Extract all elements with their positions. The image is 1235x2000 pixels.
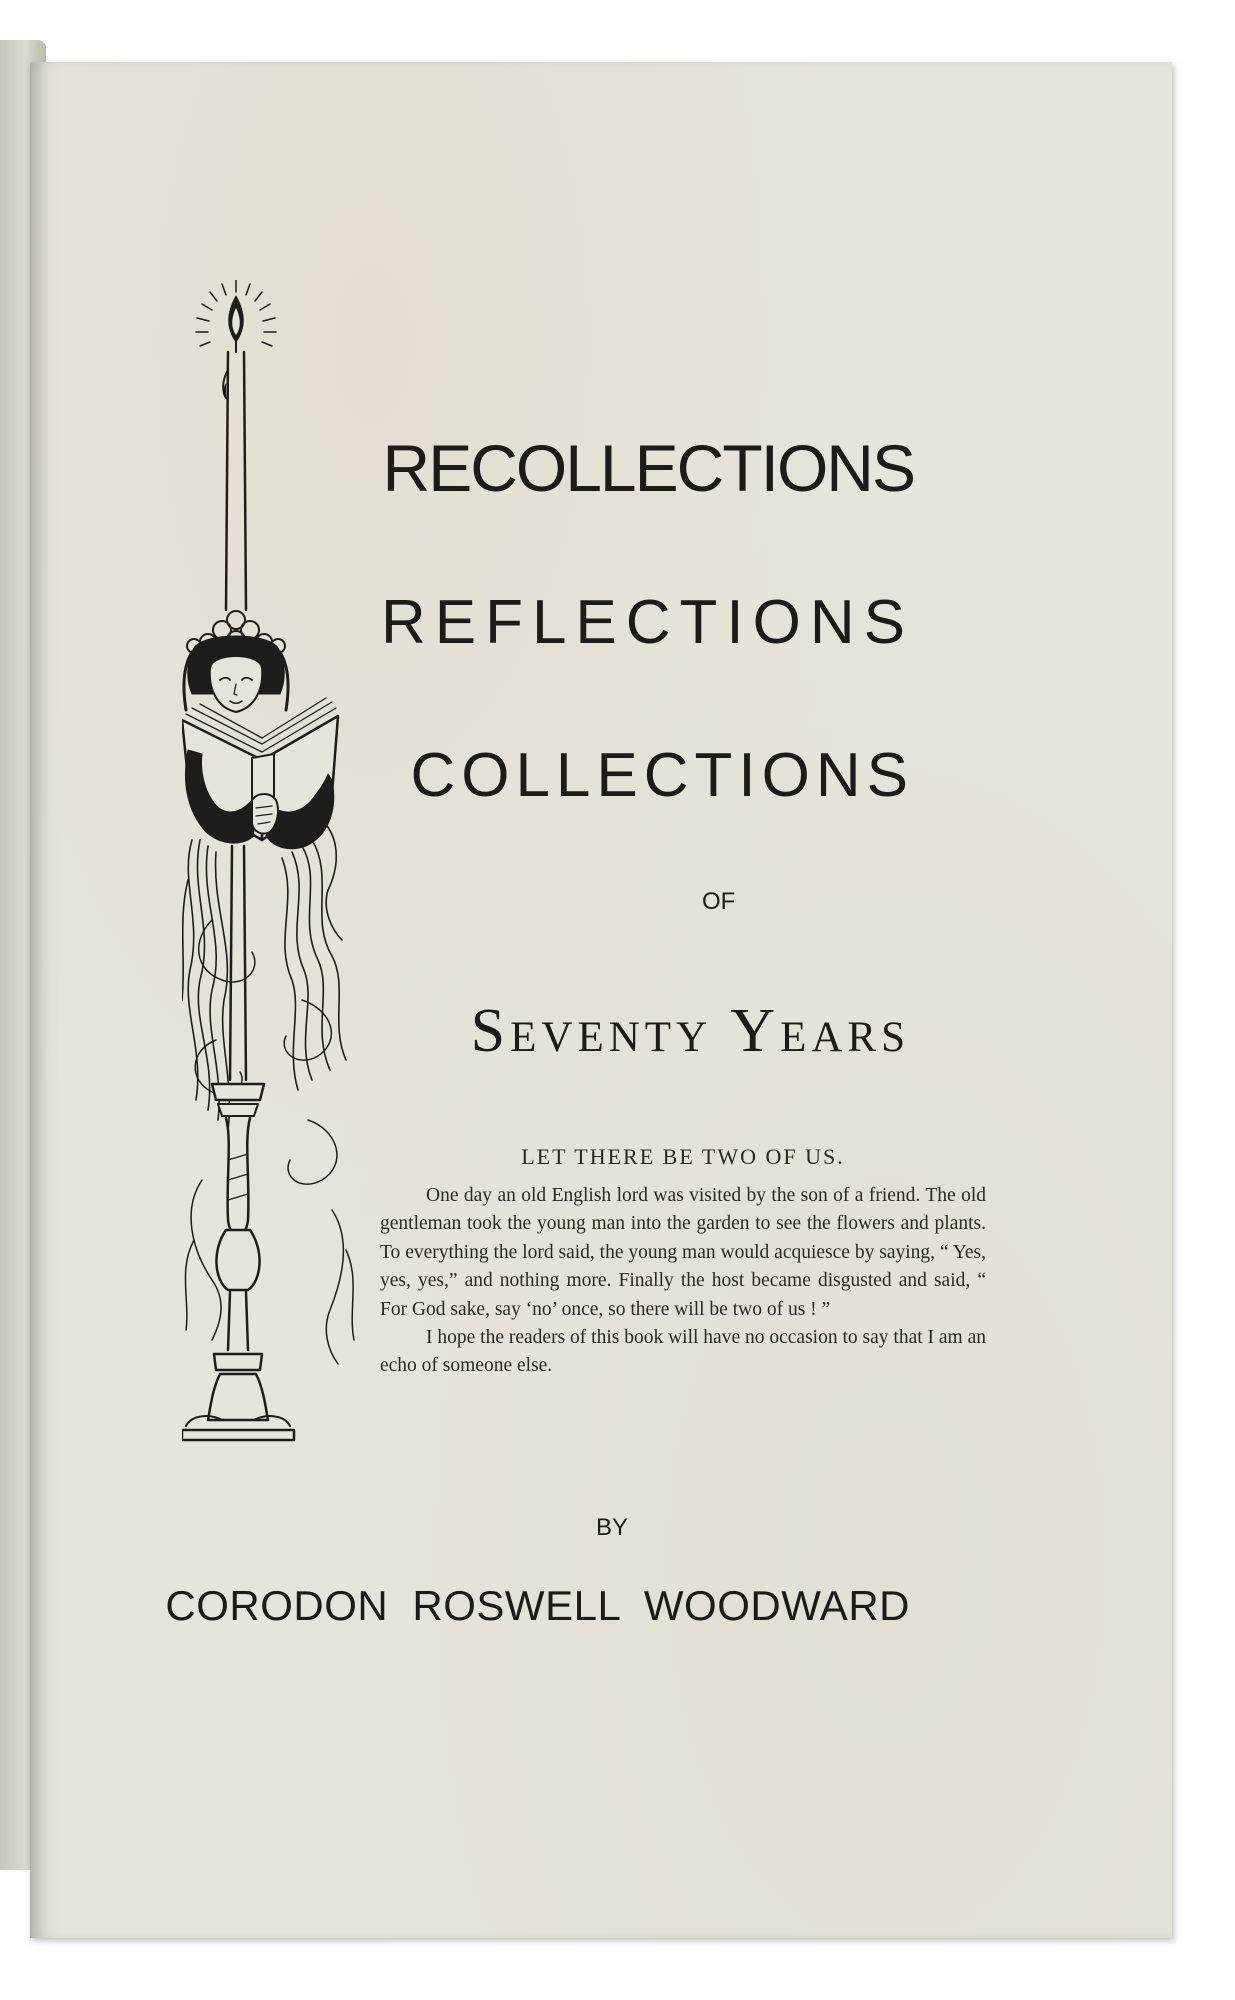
candle-reading-woman-icon xyxy=(182,280,362,1500)
title-seventy-years: Seventy Years xyxy=(470,997,910,1065)
anecdote-paragraph: One day an old English lord was visited by the son of a friend. The old gentleman took the young man into the garden to see the flowers and plants. To everything the lord said, the young man would acquiesce by saying, “ Yes, yes, yes,” and nothing more. Finally the host became disgusted and said, “ For God sake, say ‘no’ once, so there will be two of us ! ” xyxy=(380,1185,986,1320)
title-line-reflections: REFLECTIONS xyxy=(380,588,914,657)
anecdote-heading: LET THERE BE TWO OF US. xyxy=(521,1144,845,1169)
title-of: OF xyxy=(702,888,736,915)
title-line-recollections: RECOLLECTIONS xyxy=(382,431,914,505)
title-page xyxy=(30,62,1172,1938)
author-name: CORODON ROSWELL WOODWARD xyxy=(165,1582,910,1629)
anecdote-block xyxy=(380,1144,986,1381)
title-line-collections: COLLECTIONS xyxy=(410,741,914,810)
byline-by: BY xyxy=(596,1514,629,1541)
anecdote-paragraph: I hope the readers of this book will have no occasion to say that I am an echo of someone else. xyxy=(380,1327,986,1377)
